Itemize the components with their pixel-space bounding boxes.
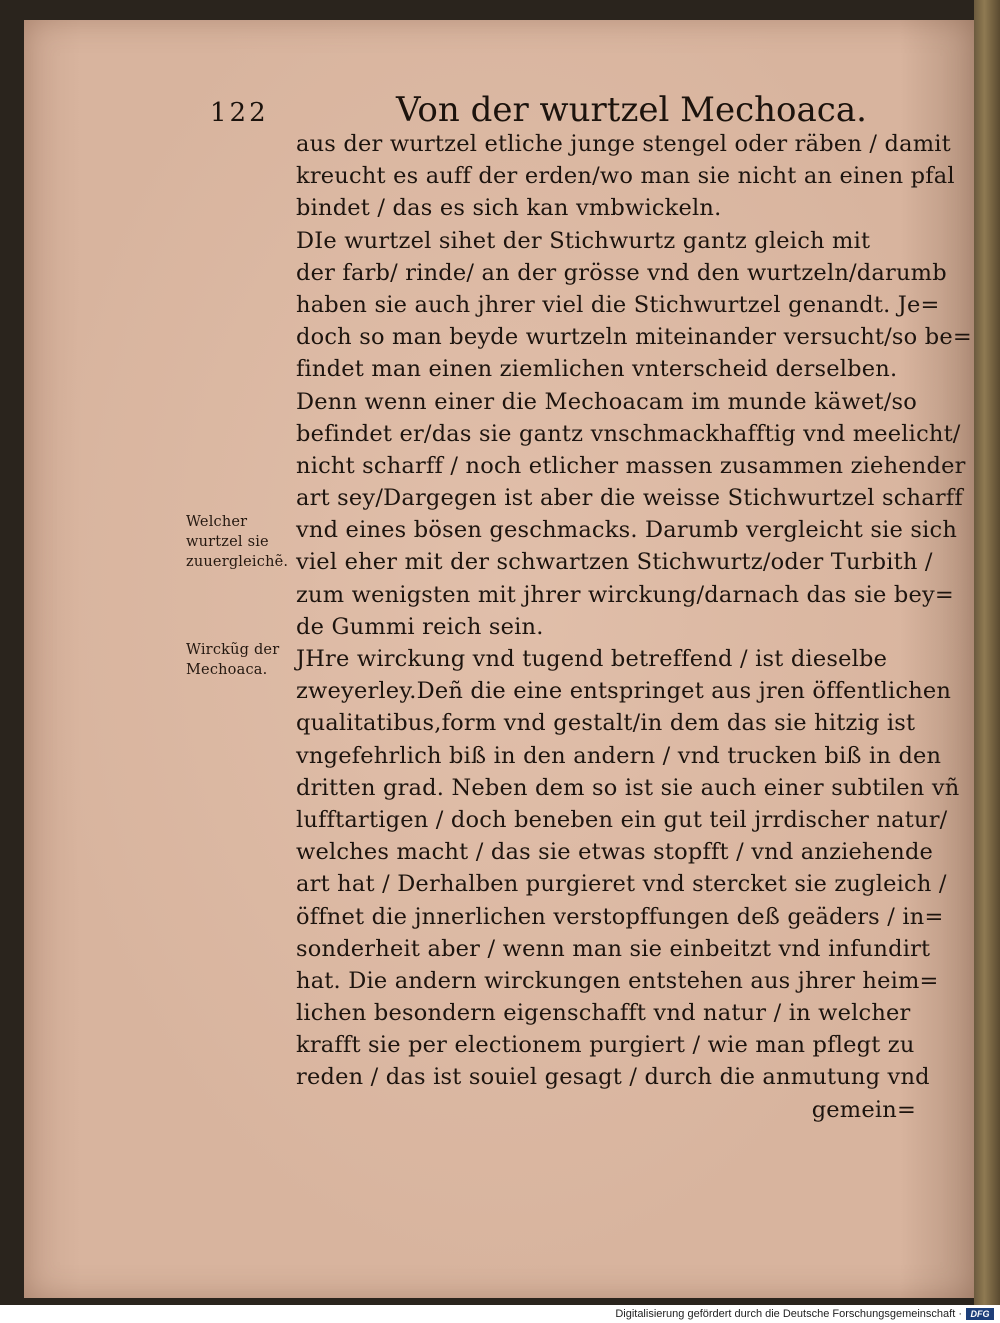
- page-edge: [974, 0, 1000, 1305]
- text-line: qualitatibus,form vnd gestalt/in dem das sie hitzig ist: [296, 710, 916, 737]
- text-line: welches macht / das sie etwas stopfft / vnd anziehende: [296, 839, 934, 866]
- text-line: lichen besondern eigenschafft vnd natur / in welcher: [296, 1000, 911, 1027]
- text-line: öffnet die jnnerlichen verstopffungen deß geäders / in=: [296, 903, 944, 930]
- text-line: krafft sie per electionem purgiert / wie man pflegt zu: [296, 1032, 915, 1059]
- text-line: vnd eines bösen geschmacks. Darumb vergleicht sie sich: [296, 517, 958, 544]
- margin-note-line: Mechoaca.: [186, 662, 268, 678]
- text-line: nicht scharff / noch etlicher massen zusammen ziehender: [296, 452, 966, 479]
- text-line: hat. Die andern wirckungen entstehen aus jhrer heim=: [296, 967, 939, 994]
- text-line: haben sie auch jhrer viel die Stichwurtzel genandt. Je=: [296, 291, 940, 318]
- text-line: bindet / das es sich kan vmbwickeln.: [296, 195, 722, 222]
- text-line: art sey/Dargegen ist aber die weisse Stichwurtzel scharff: [296, 485, 963, 512]
- text-line: zum wenigsten mit jhrer wirckung/darnach das sie bey=: [296, 581, 954, 608]
- text-line: de Gummi reich sein.: [296, 613, 544, 640]
- dfg-logo-icon: DFG: [966, 1308, 994, 1320]
- margin-note-line: wurtzel sie: [186, 534, 269, 550]
- text-line: sonderheit aber / wenn man sie einbeitzt vnd infundirt: [296, 935, 931, 962]
- text-line: Denn wenn einer die Mechoacam im munde käwet/so: [296, 388, 918, 415]
- text-line: lufftartigen / doch beneben ein gut teil jrrdischer natur/: [296, 806, 948, 833]
- text-line: viel eher mit der schwartzen Stichwurtz/oder Turbith /: [296, 549, 933, 576]
- text-line: befindet er/das sie gantz vnschmackhafftig vnd meelicht/: [296, 420, 961, 447]
- text-line: gemein=: [811, 1096, 916, 1123]
- text-line: DIe wurtzel sihet der Stichwurtz gantz gleich mit: [296, 227, 871, 254]
- text-line: der farb/ rinde/ an der grösse vnd den wurtzeln/darumb: [296, 259, 947, 286]
- margin-note-comparison: [186, 512, 296, 572]
- text-line: kreucht es auff der erden/wo man sie nicht an einen pfal: [296, 163, 955, 190]
- margin-note-line: zuuergleichẽ.: [186, 554, 289, 570]
- running-head: Von der wurtzel Mechoaca.: [396, 90, 867, 130]
- text-line: art hat / Derhalben purgieret vnd stercket sie zugleich /: [296, 871, 947, 898]
- text-line: doch so man beyde wurtzeln miteinander versucht/so be=: [296, 324, 972, 351]
- margin-note-effect: [186, 640, 296, 680]
- text-line: aus der wurtzel etliche junge stengel oder räben / damit: [296, 131, 951, 157]
- body-text: [296, 128, 972, 1126]
- text-line: reden / das ist souiel gesagt / durch die anmutung vnd: [296, 1064, 930, 1091]
- text-line: JHre wirckung vnd tugend betreffend / ist dieselbe: [296, 646, 888, 672]
- text-line: zweyerley.Deñ die eine entspringet aus jren öffentlichen: [296, 678, 952, 705]
- page-number: 122: [210, 98, 269, 128]
- footer-bar: [0, 1305, 1000, 1323]
- text-line: dritten grad. Neben dem so ist sie auch einer subtilen vñ: [296, 774, 960, 801]
- text-line: findet man einen ziemlichen vnterscheid derselben.: [296, 356, 898, 383]
- funding-credit: Digitalisierung gefördert durch die Deutsche Forschungsgemeinschaft ·: [615, 1308, 962, 1320]
- text-line: vngefehrlich biß in den andern / vnd trucken biß in den: [296, 742, 942, 769]
- margin-note-line: Welcher: [186, 514, 248, 530]
- margin-note-line: Wirckũg der: [186, 642, 280, 658]
